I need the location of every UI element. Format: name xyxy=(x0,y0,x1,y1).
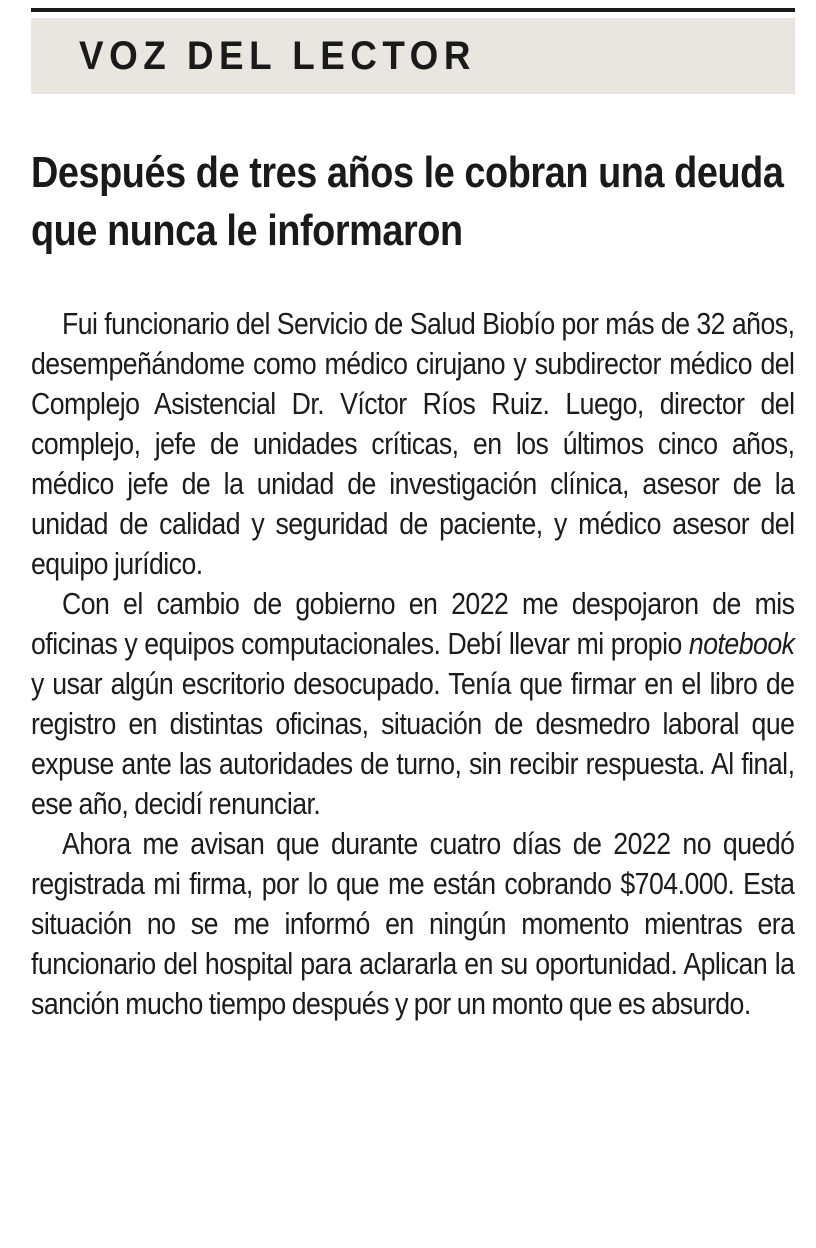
paragraph-3-text: Ahora me avisan que durante cuatro días de 2022 no quedó registrada mi firma, por lo que me están cobrando $704.000. Esta situación no se me informó en ningún momento mientras era funcionario del hospital para aclararla en su oportunidad. Aplican la sanción mucho tiempo después y por un monto que es absurdo. xyxy=(31,826,795,1021)
headline: Después de tres años le cobran una deuda que nunca le informaron xyxy=(31,148,784,255)
paragraph-3 xyxy=(31,824,794,1024)
paragraph-1-text: Fui funcionario del Servicio de Salud Biobío por más de 32 años, desempeñándome como médico cirujano y subdirector médico del Complejo Asistencial Dr. Víctor Ríos Ruiz. Luego, director del complejo, jefe de unidades críticas, en los últimos cinco años, médico jefe de la unidad de investigación clínica, asesor de la unidad de calidad y seguridad de paciente, y médico asesor del equipo jurídico. xyxy=(31,306,795,581)
paragraph-2-text-end: y usar algún escritorio desocupado. Tenía que firmar en el libro de registro en distintas oficinas, situación de desmedro laboral que expuse ante las autoridades de turno, sin recibir respuesta. Al final, ese año, decidí renunciar. xyxy=(31,666,795,821)
letter-article xyxy=(31,8,795,1024)
top-rule xyxy=(31,8,795,12)
paragraph-1 xyxy=(31,304,794,584)
paragraph-2 xyxy=(31,584,794,824)
paragraph-2-emphasis: notebook xyxy=(688,626,795,661)
article-body xyxy=(31,304,795,1024)
section-label: VOZ DEL LECTOR xyxy=(79,33,476,78)
section-header xyxy=(31,18,795,94)
paragraph-2-text-start: Con el cambio de gobierno en 2022 me despojaron de mis oficinas y equipos computacionales. Debí llevar mi propio xyxy=(31,586,795,661)
